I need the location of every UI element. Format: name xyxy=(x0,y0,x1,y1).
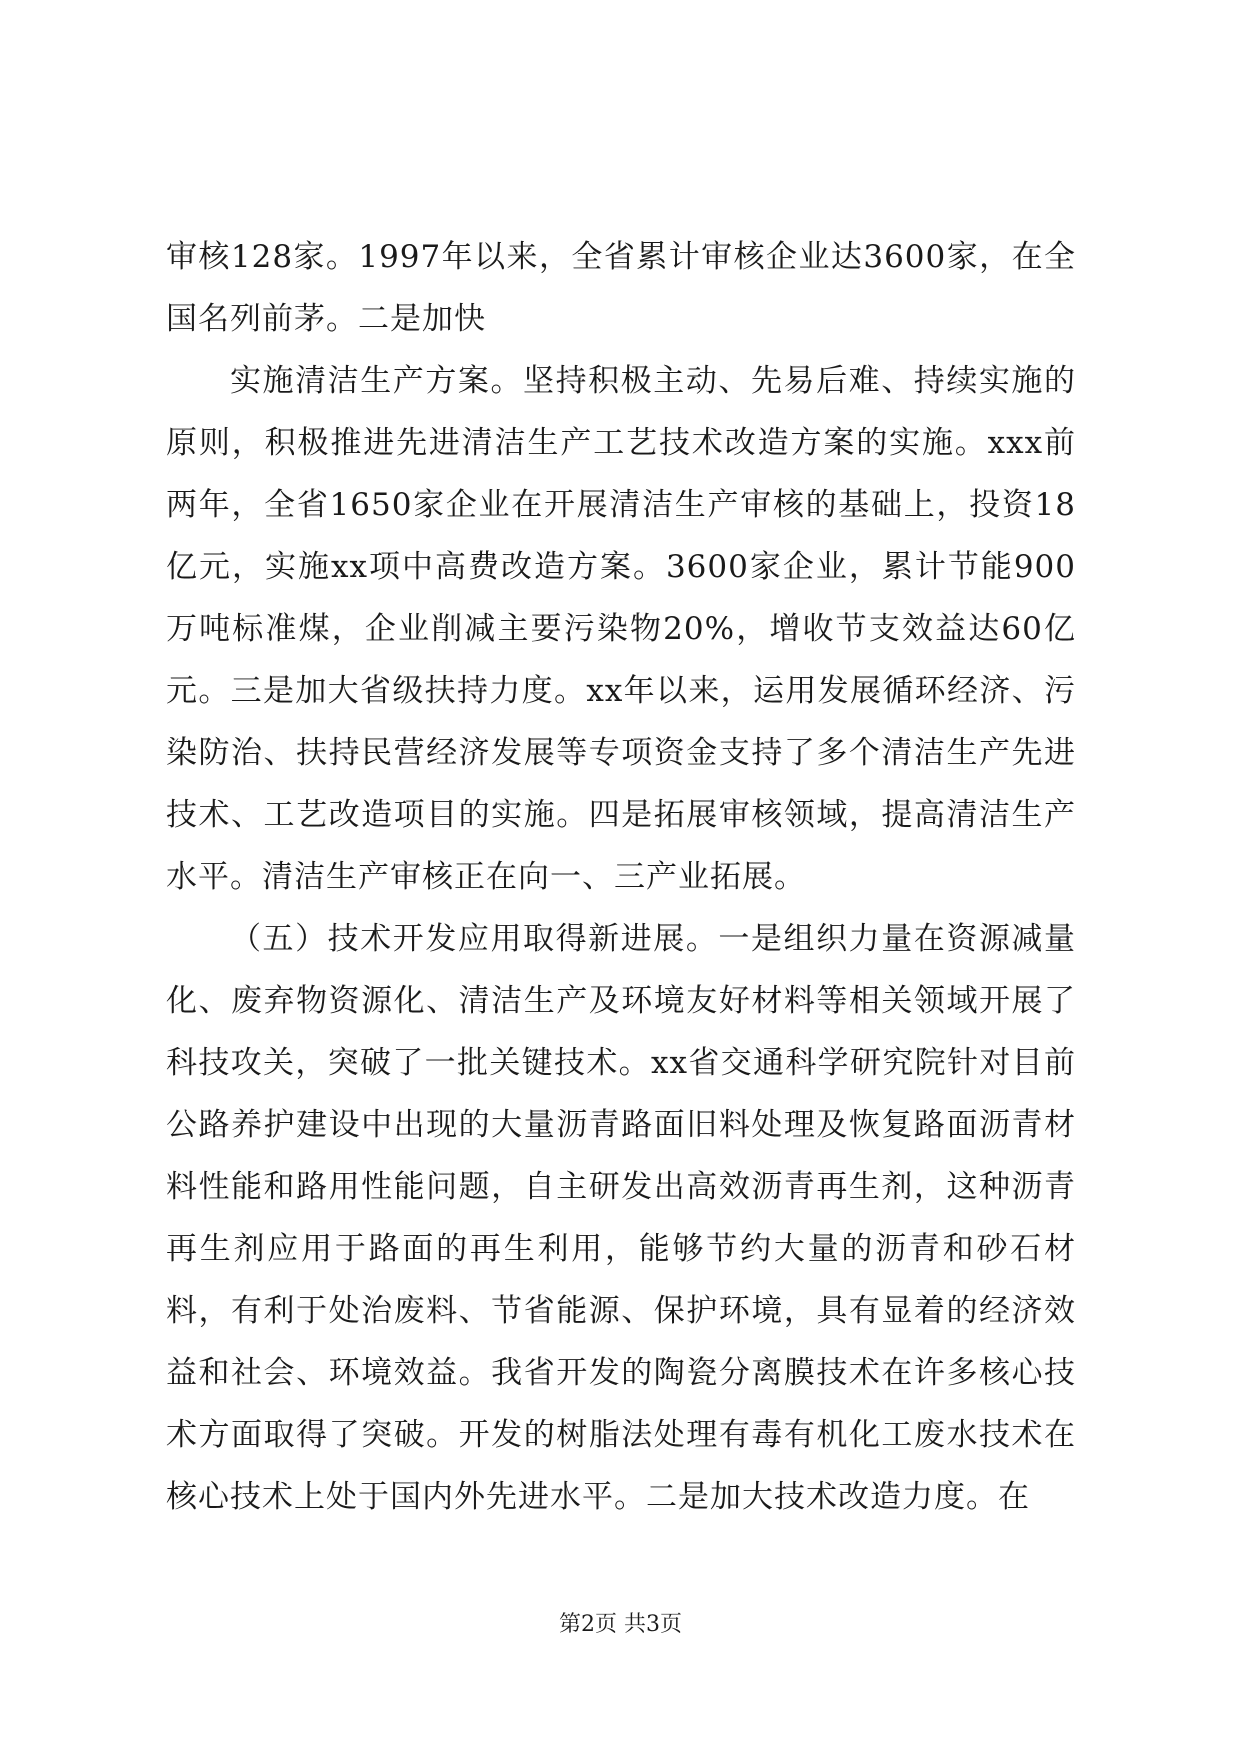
paragraph-3: （五）技术开发应用取得新进展。一是组织力量在资源减量化、废弃物资源化、清洁生产及环境友好材料等相关领域开展了科技攻关，突破了一批关键技术。xx省交通科学研究院针对目前公路养护建设中出现的大量沥青路面旧料处理及恢复路面沥青材料性能和路用性能问题，自主研发出高效沥青再生剂，这种沥青再生剂应用于路面的再生利用，能够节约大量的沥青和砂石材料，有利于处治废料、节省能源、保护环境，具有显着的经济效益和社会、环境效益。我省开发的陶瓷分离膜技术在许多核心技术方面取得了突破。开发的树脂法处理有毒有机化工废水技术在核心技术上处于国内外先进水平。二是加大技术改造力度。在 xyxy=(166,921,1076,1515)
paragraph-2: 实施清洁生产方案。坚持积极主动、先易后难、持续实施的原则，积极推进先进清洁生产工艺技术改造方案的实施。xxx前两年，全省1650家企业在开展清洁生产审核的基础上，投资18亿元，实施xx项中高费改造方案。3600家企业，累计节能900万吨标准煤，企业削减主要污染物20%，增收节支效益达60亿元。三是加大省级扶持力度。xx年以来，运用发展循环经济、污染防治、扶持民营经济发展等专项资金支持了多个清洁生产先进技术、工艺改造项目的实施。四是拓展审核领域，提高清洁生产水平。清洁生产审核正在向一、三产业拓展。 xyxy=(166,363,1076,895)
document-body xyxy=(166,226,1076,1528)
paragraph-1: 审核128家。1997年以来，全省累计审核企业达3600家，在全国名列前茅。二是加快 xyxy=(166,239,1076,337)
page-number-footer: 第2页 共3页 xyxy=(559,1612,682,1637)
